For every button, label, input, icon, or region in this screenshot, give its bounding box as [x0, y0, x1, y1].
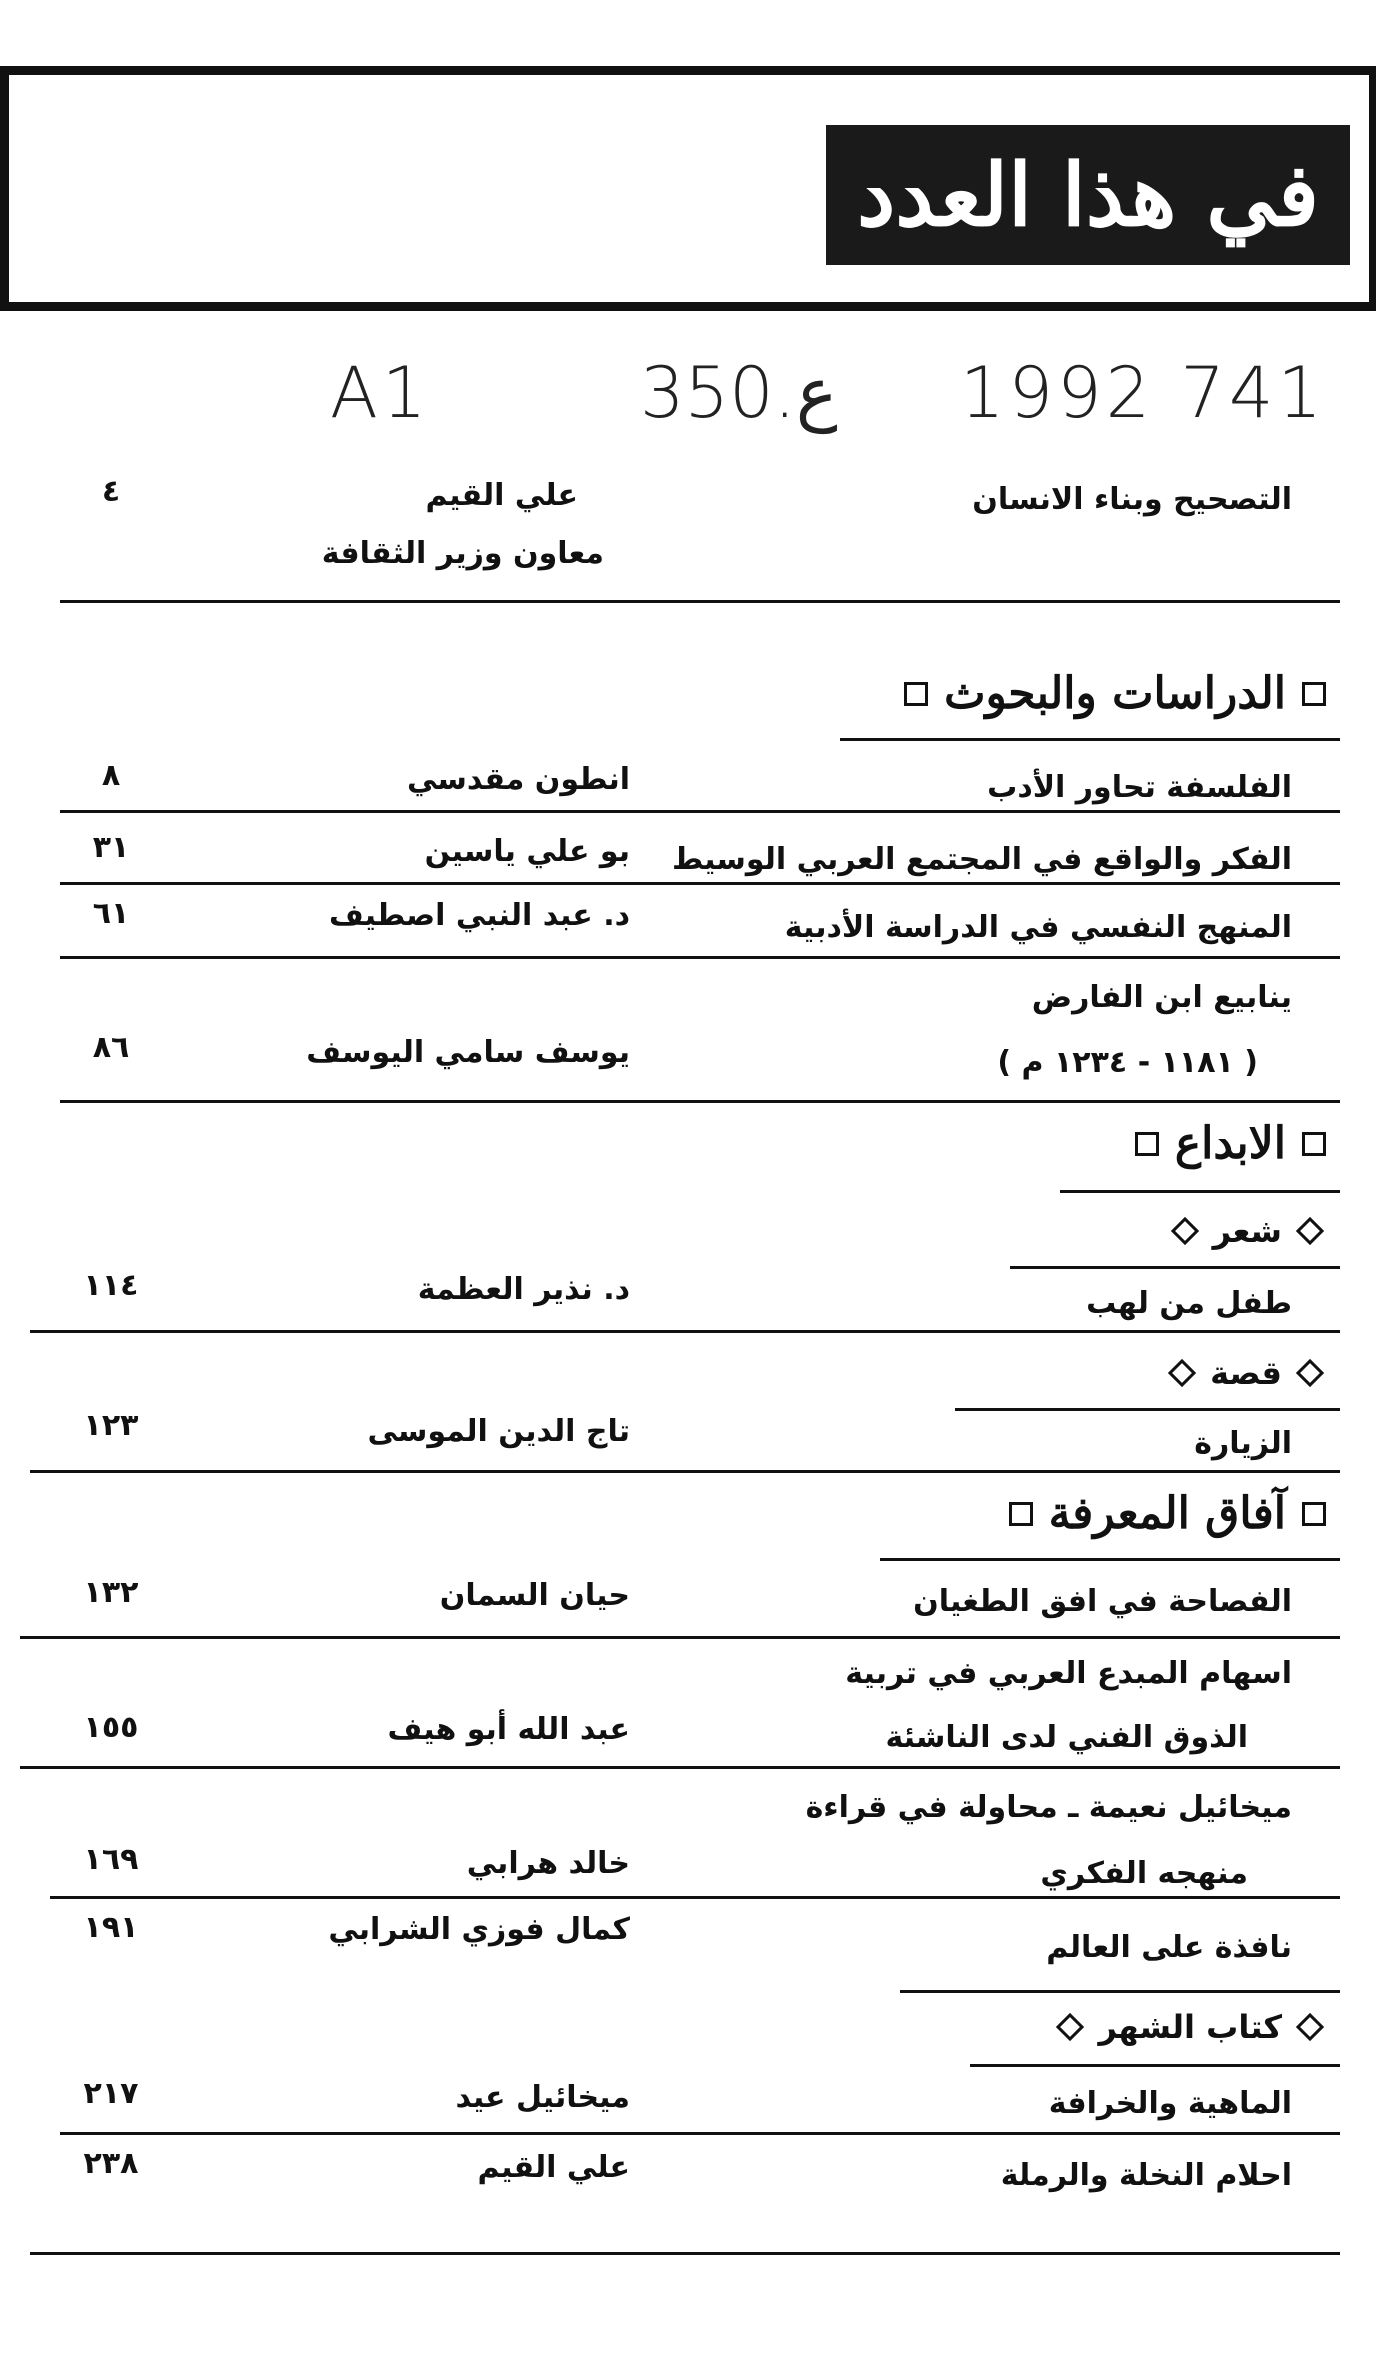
subsection-heading	[1166, 1354, 1326, 1392]
diamond-icon	[1168, 1359, 1196, 1387]
square-icon	[1302, 682, 1326, 706]
divider	[900, 1990, 1340, 1993]
article-title: الماهية والخرافة	[1048, 2086, 1292, 2121]
article-author: د. نذير العظمة	[417, 1272, 630, 1307]
article-title: نافذة على العالم	[1046, 1930, 1292, 1965]
subsection-underline	[1010, 1266, 1340, 1269]
article-page: ٦١	[92, 896, 130, 931]
divider	[20, 1636, 1340, 1639]
article-author: ميخائيل عيد	[455, 2080, 630, 2115]
divider	[60, 882, 1340, 885]
divider	[20, 1766, 1340, 1769]
intro-title: التصحيح وبناء الانسان	[972, 482, 1292, 517]
article-title: المنهج النفسي في الدراسة الأدبية	[784, 910, 1292, 945]
handwritten-mark-right: 1992 741	[960, 352, 1327, 434]
article-title-line2: الذوق الفني لدى الناشئة	[885, 1720, 1248, 1755]
square-icon	[1302, 1132, 1326, 1156]
section-heading	[1135, 1118, 1326, 1169]
diamond-icon	[1296, 1359, 1324, 1387]
intro-author-role: معاون وزير الثقافة	[321, 536, 604, 571]
article-page: ١٦٩	[83, 1842, 139, 1877]
article-author: كمال فوزي الشرابي	[328, 1912, 630, 1947]
article-page: ١٥٥	[83, 1710, 139, 1745]
divider	[50, 1896, 1340, 1899]
divider	[60, 810, 1340, 813]
section-heading	[1009, 1488, 1326, 1539]
divider	[30, 2252, 1340, 2255]
article-page: ١٣٢	[83, 1575, 139, 1610]
article-author: علي القيم	[477, 2150, 630, 2185]
section-title: كتاب الشهر	[1098, 2008, 1282, 2046]
subsection-title: شعر	[1212, 1212, 1282, 1250]
divider	[30, 1330, 1340, 1333]
article-author: حيان السمان	[439, 1578, 630, 1613]
section-underline	[840, 738, 1340, 741]
section-title: الدراسات والبحوث	[944, 668, 1286, 719]
article-author: عبد الله أبو هيف	[387, 1712, 630, 1747]
article-title-line2: منهجه الفكري	[1040, 1856, 1248, 1891]
section-underline	[880, 1558, 1340, 1561]
article-page: ٨	[101, 758, 121, 793]
article-page: ٣١	[92, 830, 130, 865]
article-author: د. عبد النبي اصطيف	[328, 898, 630, 933]
article-page: ٢٣٨	[83, 2146, 139, 2181]
divider	[60, 956, 1340, 959]
square-icon	[1302, 1502, 1326, 1526]
diamond-icon	[1296, 2013, 1324, 2041]
article-title: الفكر والواقع في المجتمع العربي الوسيط	[671, 842, 1292, 877]
article-author: تاج الدين الموسى	[367, 1414, 630, 1449]
article-title: احلام النخلة والرملة	[1000, 2158, 1292, 2193]
divider	[60, 1100, 1340, 1103]
section-heading	[904, 668, 1326, 719]
article-title-line2: ( ١١٨١ - ١٢٣٤ م )	[997, 1045, 1258, 1080]
page-title: في هذا العدد	[826, 125, 1350, 265]
handwritten-mark-mid: 350.ع	[640, 352, 838, 434]
article-author: بو علي ياسين	[424, 834, 630, 869]
article-title: اسهام المبدع العربي في تربية	[845, 1656, 1292, 1691]
article-title: ميخائيل نعيمة ـ محاولة في قراءة	[805, 1790, 1292, 1825]
handwritten-mark-left: A1	[330, 352, 431, 434]
divider	[30, 1470, 1340, 1473]
intro-author: علي القيم	[425, 478, 578, 513]
section-title: آفاق المعرفة	[1048, 1488, 1286, 1539]
divider	[60, 2132, 1340, 2135]
article-page: ١١٤	[83, 1268, 139, 1303]
square-icon	[1135, 1132, 1159, 1156]
diamond-icon	[1296, 1217, 1324, 1245]
diamond-icon	[1056, 2013, 1084, 2041]
article-page: ١٢٣	[83, 1408, 139, 1443]
article-page: ٢١٧	[83, 2076, 139, 2111]
section-title: الابداع	[1174, 1118, 1286, 1169]
intro-page: ٤	[101, 474, 121, 509]
section-underline	[1060, 1190, 1340, 1193]
article-author: يوسف سامي اليوسف	[306, 1035, 630, 1070]
article-page: ١٩١	[83, 1910, 139, 1945]
article-author: خالد هرابي	[466, 1846, 630, 1881]
subsection-heading	[1054, 2008, 1326, 2046]
article-title: طفل من لهب	[1086, 1286, 1292, 1321]
subsection-title: قصة	[1210, 1354, 1282, 1392]
diamond-icon	[1170, 1217, 1198, 1245]
square-icon	[904, 682, 928, 706]
article-author: انطون مقدسي	[407, 762, 630, 797]
square-icon	[1009, 1502, 1033, 1526]
article-title: الفصاحة في افق الطغيان	[913, 1584, 1292, 1619]
article-title: الفلسفة تحاور الأدب	[987, 770, 1292, 805]
section-underline	[970, 2064, 1340, 2067]
subsection-heading	[1169, 1212, 1326, 1250]
article-title: الزيارة	[1194, 1426, 1292, 1461]
article-title: ينابيع ابن الفارض	[1031, 980, 1292, 1015]
divider	[60, 600, 1340, 603]
article-page: ٨٦	[92, 1030, 130, 1065]
subsection-underline	[955, 1408, 1340, 1411]
